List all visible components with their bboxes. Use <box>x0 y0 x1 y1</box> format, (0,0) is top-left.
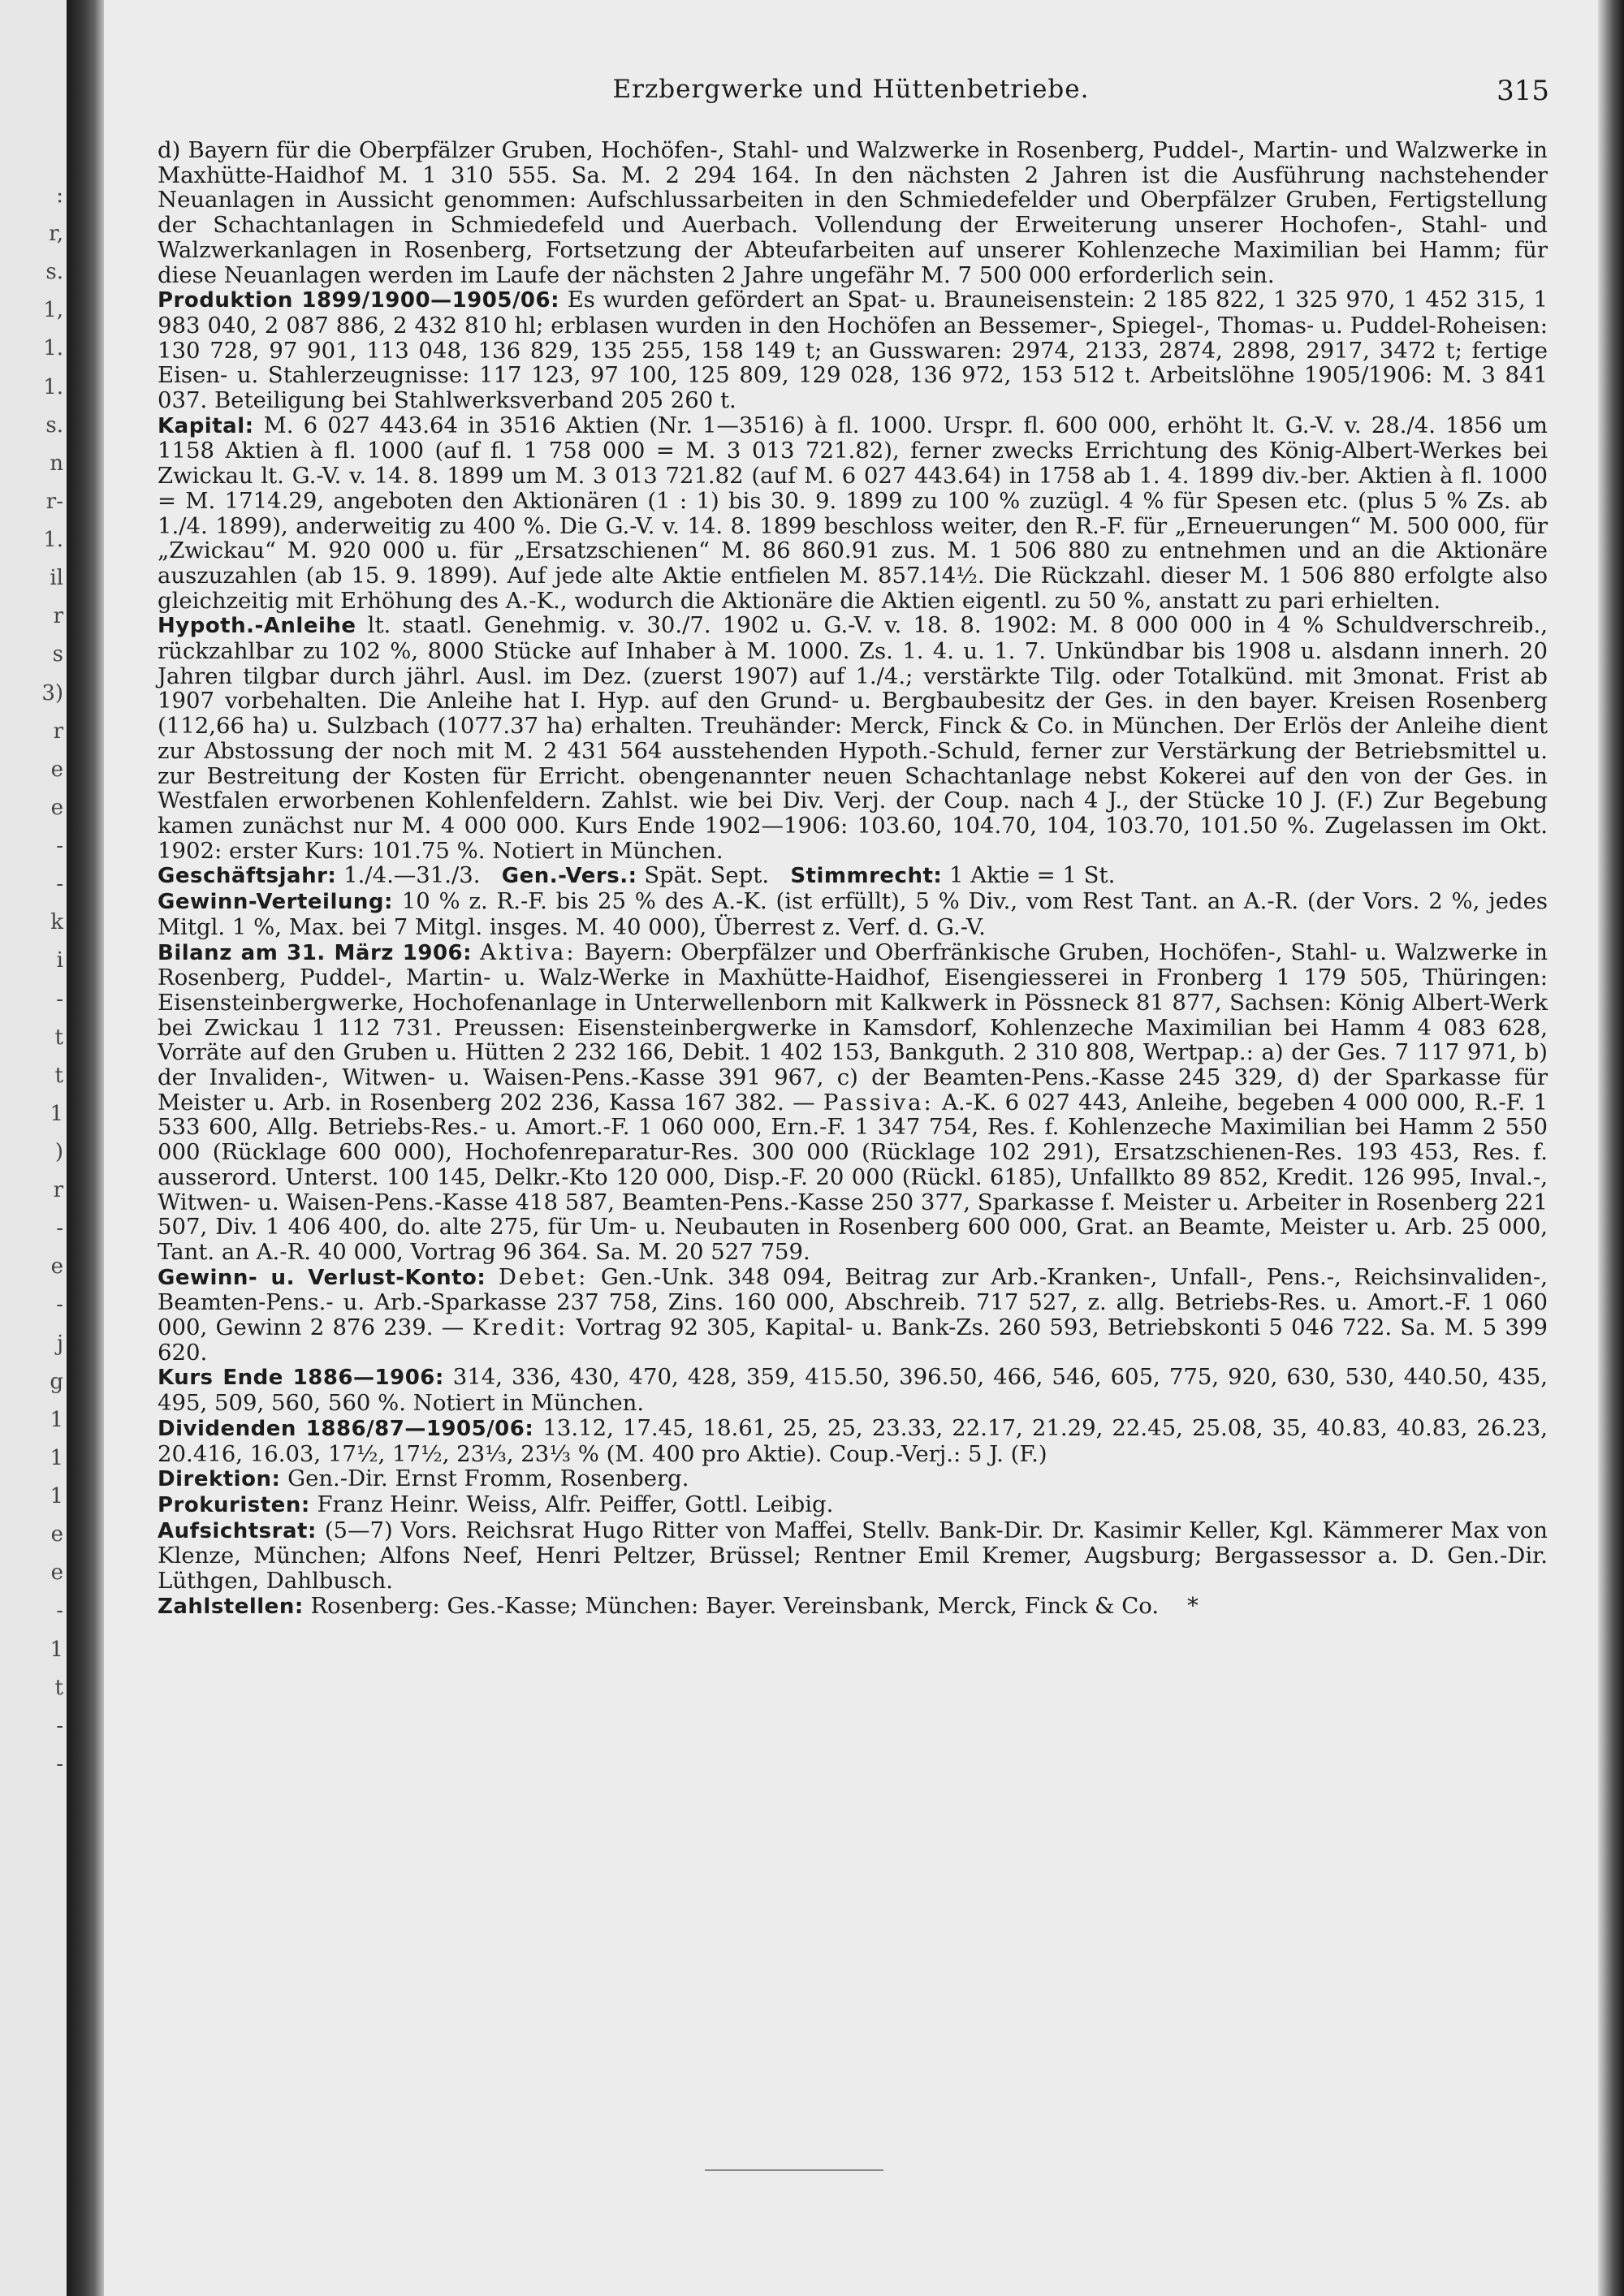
heading-produktion: Produktion 1899/1900—1905/06: <box>158 288 560 313</box>
label-aktiva: Aktiva: <box>480 939 577 965</box>
text-kapital: M. 6 027 443.64 in 3516 Aktien (Nr. 1—3516) à fl. 1000. Urspr. fl. 600 000, erhöht lt. G.-V. v. 28./4. 1856 um 1158 Aktien à fl. 1000 (auf fl. 1 758 000 = M. 3 013 721.82), ferner zwecks Errichtung des König-Albert-Werkes bei Zwickau lt. G.-V. v. 14. 8. 1899 um M. 3 013 721.82 (auf M. 6 027 443.64) in 1758 ab 1. 4. 1899 div.-ber. Aktien à fl. 1000 = M. 1714.29, angeboten den Aktionären (1 : 1) bis 30. 9. 1899 zu 100 % zuzügl. 4 % für Spesen etc. (plus 5 % Zs. ab 1./4. 1899), anderweitig zu 400 %. Die G.-V. v. 14. 8. 1899 beschloss weiter, den R.-F. für „Erneuerungen“ M. 500 000, für „Zwickau“ M. 920 000 u. für „Ersatzschienen“ M. 86 860.91 zus. M. 1 506 880 zu entnehmen und an die Aktionäre auszuzahlen (ab 15. 9. 1899). Auf jede alte Aktie entfielen M. 857.14½. Die Rückzahl. dieser M. 1 506 880 erfolgte also gleichzeitig mit Erhöhung des A.-K., wodurch die Aktionäre die Aktien eigentl. zu 50 %, anstatt zu pari erhielten. <box>158 412 1548 614</box>
left-fragment-char: r- <box>45 489 63 514</box>
left-fragment-char: 1 <box>50 1445 63 1470</box>
heading-geschaeftsjahr: Geschäftsjahr: <box>158 864 337 889</box>
text-stimmrecht: 1 Aktie = 1 St. <box>942 862 1116 889</box>
left-fragment-char: 1. <box>43 528 63 553</box>
paragraph-gewinn-verteilung <box>158 889 1548 939</box>
left-fragment-char: 1, <box>43 298 63 323</box>
left-fragment-char: r <box>53 1178 63 1203</box>
left-fragment-char: t <box>54 1063 63 1088</box>
paragraph-gewinn-verlust-konto <box>158 1265 1548 1366</box>
left-fragment-char: r, <box>49 222 63 247</box>
left-fragment-char: k <box>50 910 63 935</box>
text-aktiva: Bayern: Oberpfälzer und Oberfränkische Gruben, Hochöfen-, Stahl- u. Walzwerke in Rosenberg, Puddel-, Martin- u. Walz-Werke in Maxhütte-Haidhof, Eisengiesserei in Fronberg 1 179 505, Thüringen: Eisensteinbergwerke, Hochofenanlage in Unterwellenborn mit Kalkwerk in Pössneck 81 877, Sachsen: König Albert-Werk bei Zwickau 1 112 731. Preussen: Eisensteinbergwerke in Kamsdorf, Kohlenzeche Maximilian bei Hamm 4 083 628, Vorräte auf den Gruben u. Hütten 2 232 166, Debit. 1 402 153, Bankguth. 2 310 808, Wertpap.: a) der Ges. 7 117 971, b) der Invaliden-, Witwen- u. Waisen-Pens.-Kasse 391 967, c) der Beamten-Pens.-Kasse 245 329, d) der Sparkasse für Meister u. Arb. in Rosenberg 202 236, Kassa 167 382. — <box>158 939 1548 1116</box>
label-passiva: Passiva: <box>823 1089 934 1116</box>
left-fragment-char: il <box>50 566 63 591</box>
paragraph-geschaeftsjahr <box>158 863 1548 889</box>
section-end-rule <box>705 2169 883 2171</box>
heading-kurs: Kurs Ende 1886—1906: <box>158 1366 444 1391</box>
text-debet: Gen.-Unk. 348 094, Beitrag zur Arb.-Kranken-, Unfall-, Pens.-, Reichsinvaliden-, Beamten-Pens.- u. Arb.-Sparkasse 237 758, Zins. 160 000, Abschreib. 717 527, z. allg. Betriebs-Res. u. Amort.-F. 1 060 000, Gewinn 2 876 239. — <box>158 1263 1548 1341</box>
left-fragment-char: j <box>56 1331 63 1356</box>
page-edge-shadow <box>1598 0 1624 2296</box>
left-fragment-char: 1. <box>43 374 63 399</box>
book-binding-shadow <box>67 0 104 2296</box>
heading-gen-vers: Gen.-Vers.: <box>501 864 637 889</box>
left-fragment-char: e <box>50 757 63 782</box>
left-fragment-char: e <box>50 1254 63 1280</box>
paragraph-dividenden <box>158 1416 1548 1466</box>
left-fragment-char: 1 <box>50 1101 63 1126</box>
left-fragment-char: n <box>50 451 63 476</box>
left-fragment-char: - <box>56 872 63 897</box>
left-fragment-char: e <box>50 795 63 820</box>
left-fragment-char: 1 <box>50 1484 63 1509</box>
left-fragment-char: r <box>53 719 63 744</box>
paragraph-zahlstellen <box>158 1594 1548 1620</box>
paragraph-direktion <box>158 1466 1548 1492</box>
left-fragment-char: - <box>56 1293 63 1318</box>
heading-dividenden: Dividenden 1886/87—1905/06: <box>158 1416 534 1441</box>
left-fragment-char: 1 <box>50 1407 63 1432</box>
left-fragment-char: e <box>50 1522 63 1547</box>
article-body <box>158 138 1548 1619</box>
heading-aufsichtsrat: Aufsichtsrat: <box>158 1518 317 1543</box>
left-page-fragment <box>0 0 67 2296</box>
paragraph-aufsichtsrat <box>158 1518 1548 1594</box>
heading-stimmrecht: Stimmrecht: <box>790 864 943 889</box>
left-fragment-char: - <box>56 1216 63 1241</box>
paragraph-bayern: d) Bayern für die Oberpfälzer Gruben, Hochöfen-, Stahl- und Walzwerke in Rosenberg, Puddel-, Martin- und Walzwerke in Maxhütte-Haidhof M. 1 310 555. Sa. M. 2 294 164. In den nächsten 2 Jahren ist die Ausführung nachstehender Neuanlagen in Aussicht genommen: Aufschlussarbeiten in den Schmiedefelder und Oberpfälzer Gruben, Fertigstellung der Schachtanlagen in Schmiedefeld und Auerbach. Vollendung der Erweiterung unserer Hochofen-, Stahl- und Walzwerkanlagen in Rosenberg, Fortsetzung der Abteufarbeiten auf unserer Kohlenzeche Maximilian bei Hamm; für diese Neuanlagen werden im Laufe der nächsten 2 Jahre ungefähr M. 7 500 000 erforderlich sein. <box>158 137 1548 288</box>
heading-prokuristen: Prokuristen: <box>158 1492 310 1517</box>
text-gen-vers: Spät. Sept. <box>637 862 770 889</box>
paragraph-bilanz <box>158 940 1548 1265</box>
left-fragment-char: - <box>56 1713 63 1738</box>
text-prokuristen: Franz Heinr. Weiss, Alfr. Peiffer, Gottl. Leibig. <box>309 1491 834 1517</box>
label-debet: Debet: <box>498 1263 589 1290</box>
left-fragment-char: 1 <box>50 1637 63 1662</box>
heading-bilanz: Bilanz am 31. März 1906: <box>158 940 473 965</box>
paragraph-produktion <box>158 287 1548 413</box>
paragraph-kurs <box>158 1365 1548 1415</box>
text-geschaeftsjahr: 1./4.—31./3. <box>336 862 481 889</box>
left-fragment-char: s. <box>45 260 63 285</box>
text-zahlstellen: Rosenberg: Ges.-Kasse; München: Bayer. Vereinsbank, Merck, Finck & Co. <box>303 1592 1160 1619</box>
left-fragment-char: g <box>50 1369 63 1394</box>
heading-zahlstellen: Zahlstellen: <box>158 1594 304 1619</box>
label-kredit: Kredit: <box>472 1314 568 1341</box>
text-kurs: 314, 336, 430, 470, 428, 359, 415.50, 396.50, 466, 546, 605, 775, 920, 630, 530, 440.50, 435, 495, 509, 560, 560 %. Notiert in München. <box>158 1364 1548 1417</box>
paragraph-prokuristen <box>158 1492 1548 1518</box>
text-kredit: Vortrag 92 305, Kapital- u. Bank-Zs. 260 593, Betriebskonti 5 046 722. Sa. M. 5 399 620. <box>158 1314 1548 1366</box>
text-dividenden: 13.12, 17.45, 18.61, 25, 25, 23.33, 22.17, 21.29, 22.45, 25.08, 35, 40.83, 40.83, 26.23, 20.416, 16.03, 17½, 17½, 23⅓, 23⅓ % (M. 400 pro Aktie). Coup.-Verj.: 5 J. (F.) <box>158 1414 1548 1467</box>
text-direktion: Gen.-Dir. Ernst Fromm, Rosenberg. <box>280 1465 689 1492</box>
footnote-mark: * <box>1187 1592 1199 1619</box>
paragraph-kapital <box>158 413 1548 614</box>
text-passiva: A.-K. 6 027 443, Anleihe, begeben 4 000 000, R.-F. 1 533 600, Allg. Betriebs-Res.- u. Amort.-F. 1 060 000, Ern.-F. 1 347 754, Res. f. Kohlenzeche Maximilian bei Hamm 2 550 000 (Rücklage 600 000), Hochofenreparatur-Res. 300 000 (Rücklage 102 291), Ersatzschienen-Res. 193 453, Res. f. ausserord. Unterst. 100 145, Delkr.-Kto 120 000, Disp.-F. 20 000 (Rückl. 6185), Unfallkto 89 852, Kredit. 126 995, Inval.-, Witwen- u. Waisen-Pens.-Kasse 418 587, Beamten-Pens.-Kasse 250 377, Sparkasse f. Meister u. Arbeiter in Rosenberg 221 507, Div. 1 406 400, do. alte 275, für Um- u. Neubauten in Rosenberg 600 000, Grat. an Beamte, Meister u. Arb. 25 000, Tant. an A.-R. 40 000, Vortrag 96 364. Sa. M. 20 527 759. <box>158 1089 1548 1265</box>
running-title: Erzbergwerke und Hüttenbetriebe. <box>612 75 1090 104</box>
heading-hypoth-anleihe: Hypoth.-Anleihe <box>158 614 356 639</box>
left-fragment-char: - <box>56 986 63 1012</box>
text-gewinn-verteilung: 10 % z. R.-F. bis 25 % des A.-K. (ist erfüllt), 5 % Div., vom Rest Tant. an A.-R. (der Vors. 2 %, jedes Mitgl. 1 %, Max. bei 7 Mitgl. insges. M. 40 000), Überrest z. Verf. d. G.-V. <box>158 888 1548 940</box>
heading-gewinn-verteilung: Gewinn-Verteilung: <box>158 890 393 915</box>
page-number: 315 <box>1497 75 1549 107</box>
left-fragment-char: r <box>53 604 63 629</box>
left-fragment-char: ) <box>54 1140 63 1164</box>
left-fragment-char: i <box>56 948 63 973</box>
left-fragment-char: - <box>56 1599 63 1624</box>
text-hypoth-anleihe: lt. staatl. Genehmig. v. 30./7. 1902 u. G.-V. v. 18. 8. 1902: M. 8 000 000 in 4 % Schuldverschreib., rückzahlbar zu 102 %, 8000 Stücke auf Inhaber à M. 1000. Zs. 1. 4. u. 1. 7. Unkündbar bis 1908 u. alsdann innerh. 20 Jahren tilgbar durch jährl. Ausl. im Dez. (zuerst 1907) auf 1./4.; verstärkte Tilg. oder Totalkünd. mit 3monat. Frist ab 1907 vorbehalten. Die Anleihe hat I. Hyp. auf den Grund- u. Bergbaubesitz der Ges. in den bayer. Kreisen Rosenberg (112,66 ha) u. Sulzbach (1077.37 ha) erhalten. Treuhänder: Merck, Finck & Co. in München. Der Erlös der Anleihe dient zur Abstossung der noch mit M. 2 431 564 ausstehenden Hypoth.-Schuld, ferner zur Verstärkung der Betriebsmittel u. zur Bestreitung der Kosten für Erricht. obengenannter neuen Schachtanlage nebst Kokerei auf den von der Ges. in Westfalen erworbenen Kohlenfeldern. Zahlst. wie bei Div. Verj. der Coup. nach 4 J., der Stücke 10 J. (F.) Zur Begebung kamen zunächst nur M. 4 000 000. Kurs Ende 1902—1906: 103.60, 104.70, 104, 103.70, 101.50 %. Zugelassen im Okt. 1902: erster Kurs: 101.75 %. Notiert in München. <box>158 612 1548 864</box>
left-fragment-char: s <box>52 642 63 667</box>
text-aufsichtsrat: (5—7) Vors. Reichsrat Hugo Ritter von Maffei, Stellv. Bank-Dir. Dr. Kasimir Keller, Kgl. Kämmerer Max von Klenze, München; Alfons Neef, Henri Peltzer, Brüssel; Rentner Emil Kremer, Augsburg; Bergassessor a. D. Gen.-Dir. Lüthgen, Dahlbusch. <box>158 1517 1548 1595</box>
left-fragment-char: : <box>56 183 63 208</box>
left-fragment-char: 3) <box>41 680 63 706</box>
left-fragment-char: - <box>56 834 63 859</box>
left-fragment-char: s. <box>45 412 63 438</box>
left-fragment-char: - <box>56 1751 63 1776</box>
text-produktion: Es wurden gefördert an Spat- u. Brauneisenstein: 2 185 822, 1 325 970, 1 452 315, 1 983 040, 2 087 886, 2 432 810 hl; erblasen wurden in den Hochöfen an Bessemer-, Spiegel-, Thomas- u. Puddel-Roheisen: 130 728, 97 901, 113 048, 136 829, 135 255, 158 149 t; an Gusswaren: 2974, 2133, 2874, 2898, 2917, 3472 t; fertige Eisen- u. Stahlerzeugnisse: 117 123, 97 100, 125 809, 129 028, 136 972, 153 512 t. Arbeitslöhne 1905/1906: M. 3 841 037. Beteiligung bei Stahlwerksverband 205 260 t. <box>158 287 1548 414</box>
left-fragment-char: t <box>54 1675 63 1700</box>
page <box>104 0 1598 2296</box>
heading-gewinn-verlust-konto: Gewinn- u. Verlust-Konto: <box>158 1265 486 1290</box>
left-fragment-char: t <box>54 1025 63 1050</box>
heading-direktion: Direktion: <box>158 1467 281 1492</box>
page-header <box>153 75 1549 107</box>
left-fragment-char: e <box>50 1560 63 1586</box>
left-fragment-char: 1. <box>43 336 63 361</box>
paragraph-hypoth-anleihe <box>158 613 1548 863</box>
heading-kapital: Kapital: <box>158 413 254 438</box>
